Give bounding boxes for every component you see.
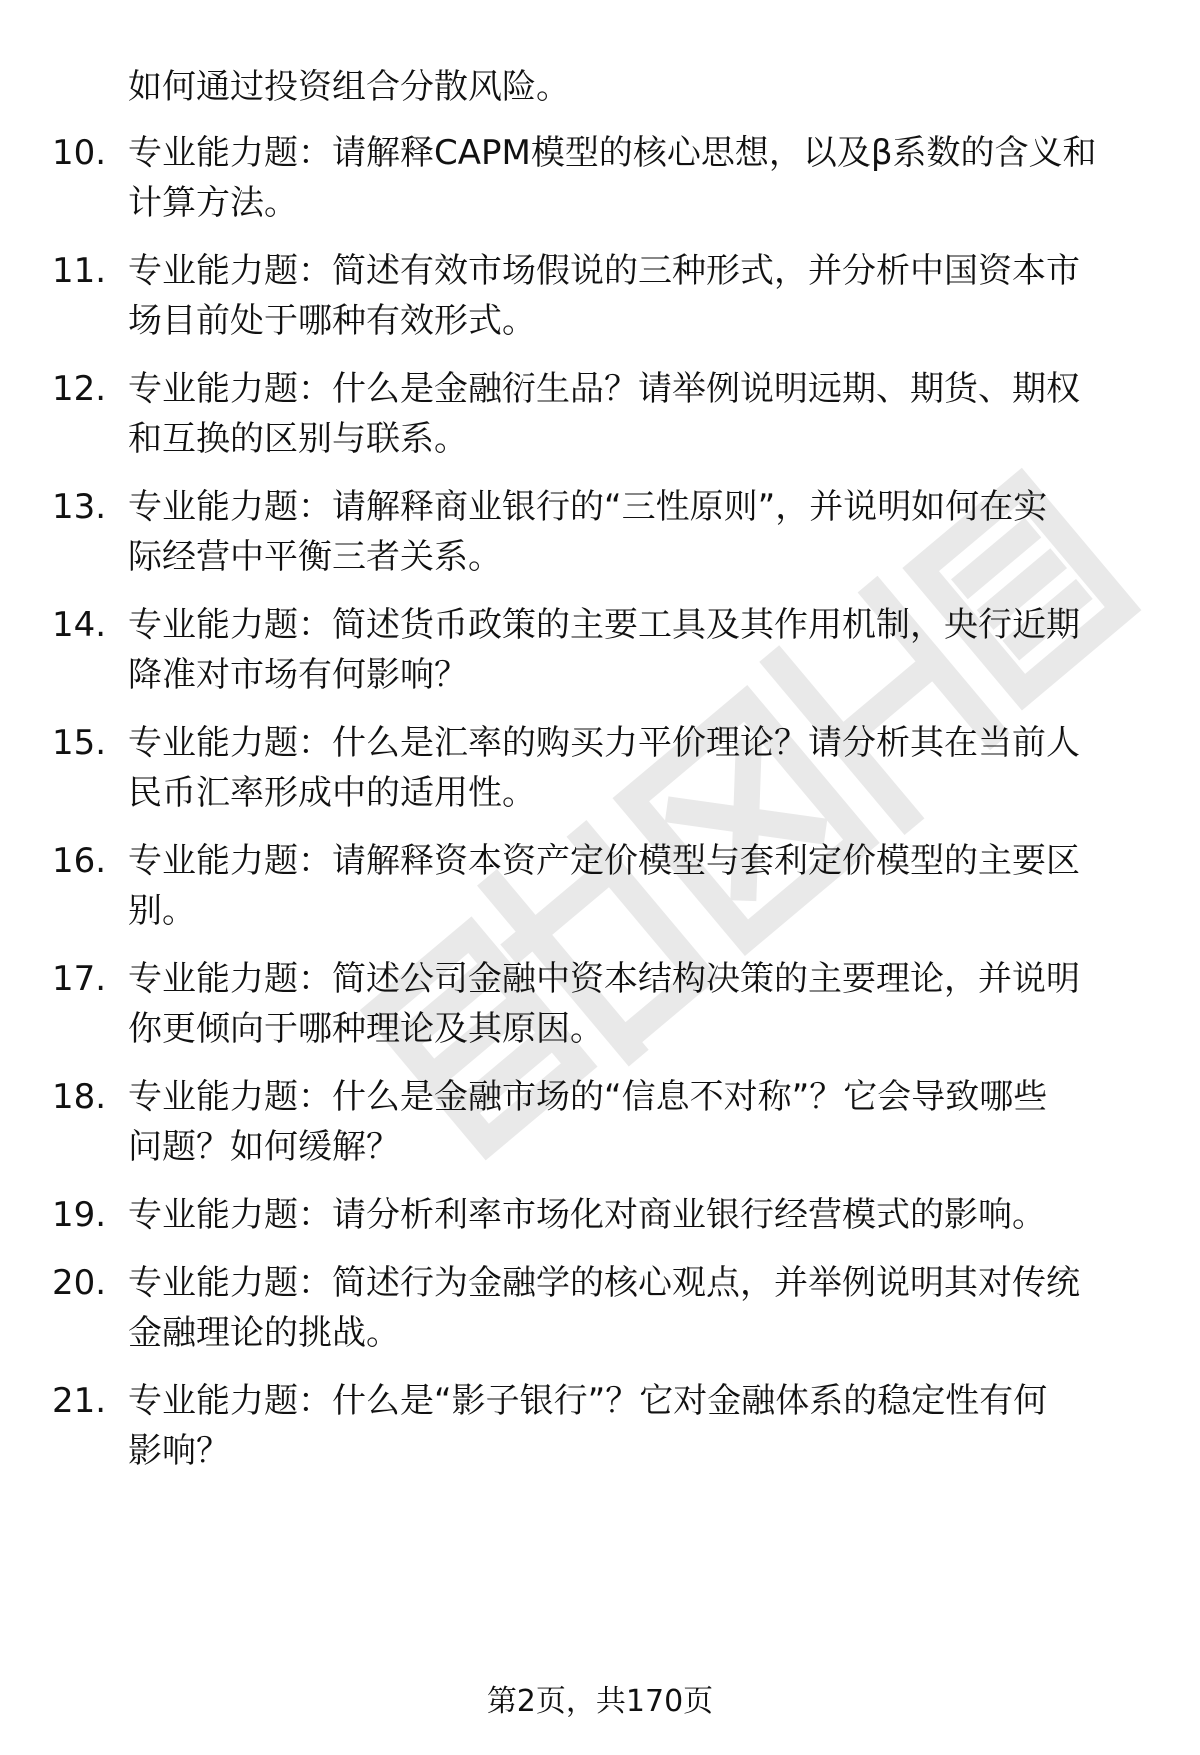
question-text: 专业能力题：简述货币政策的主要工具及其作用机制，央行近期	[128, 605, 1080, 645]
question-text: 你更倾向于哪种理论及其原因。	[128, 1009, 604, 1049]
question-text: 专业能力题：什么是金融衍生品？请举例说明远期、期货、期权	[128, 369, 1080, 409]
question-text: 场目前处于哪种有效形式。	[128, 301, 536, 341]
question-number: 15.	[52, 723, 107, 763]
question-text: 际经营中平衡三者关系。	[128, 537, 502, 577]
question-text: 计算方法。	[128, 183, 298, 223]
question-text: 专业能力题：简述行为金融学的核心观点，并举例说明其对传统	[128, 1263, 1080, 1303]
page-footer: 第2页，共170页	[486, 1684, 714, 1719]
question-number: 17.	[52, 959, 107, 999]
question-text: 别。	[128, 891, 196, 931]
question-text: 民币汇率形成中的适用性。	[128, 773, 536, 813]
question-number: 19.	[52, 1195, 107, 1235]
question-number: 18.	[52, 1077, 107, 1117]
question-text: 问题？如何缓解？	[128, 1127, 400, 1167]
question-text: 专业能力题：什么是“影子银行”？它对金融体系的稳定性有何	[128, 1381, 1048, 1421]
question-text: 专业能力题：请解释商业银行的“三性原则”，并说明如何在实	[128, 487, 1048, 527]
question-number: 14.	[52, 605, 107, 645]
question-text: 专业能力题：请解释CAPM模型的核心思想，以及β系数的含义和	[128, 133, 1097, 173]
question-number: 12.	[52, 369, 107, 409]
question-text: 专业能力题：请解释资本资产定价模型与套利定价模型的主要区	[128, 841, 1080, 881]
continuation-line: 如何通过投资组合分散风险。	[128, 67, 570, 107]
question-number: 11.	[52, 251, 107, 291]
question-number: 10.	[52, 133, 107, 173]
question-text: 专业能力题：什么是金融市场的“信息不对称”？它会导致哪些	[128, 1077, 1048, 1117]
question-text: 专业能力题：简述有效市场假说的三种形式，并分析中国资本市	[128, 251, 1080, 291]
question-text: 专业能力题：简述公司金融中资本结构决策的主要理论，并说明	[128, 959, 1080, 999]
question-number: 16.	[52, 841, 107, 881]
question-text: 专业能力题：什么是汇率的购买力平价理论？请分析其在当前人	[128, 723, 1080, 763]
question-number: 21.	[52, 1381, 107, 1421]
question-text: 金融理论的挑战。	[128, 1313, 400, 1353]
question-text: 影响？	[128, 1431, 230, 1471]
question-text: 专业能力题：请分析利率市场化对商业银行经营模式的影响。	[128, 1195, 1046, 1235]
question-number: 20.	[52, 1263, 107, 1303]
question-text: 降准对市场有何影响？	[128, 655, 468, 695]
question-text: 和互换的区别与联系。	[128, 419, 468, 459]
question-number: 13.	[52, 487, 107, 527]
